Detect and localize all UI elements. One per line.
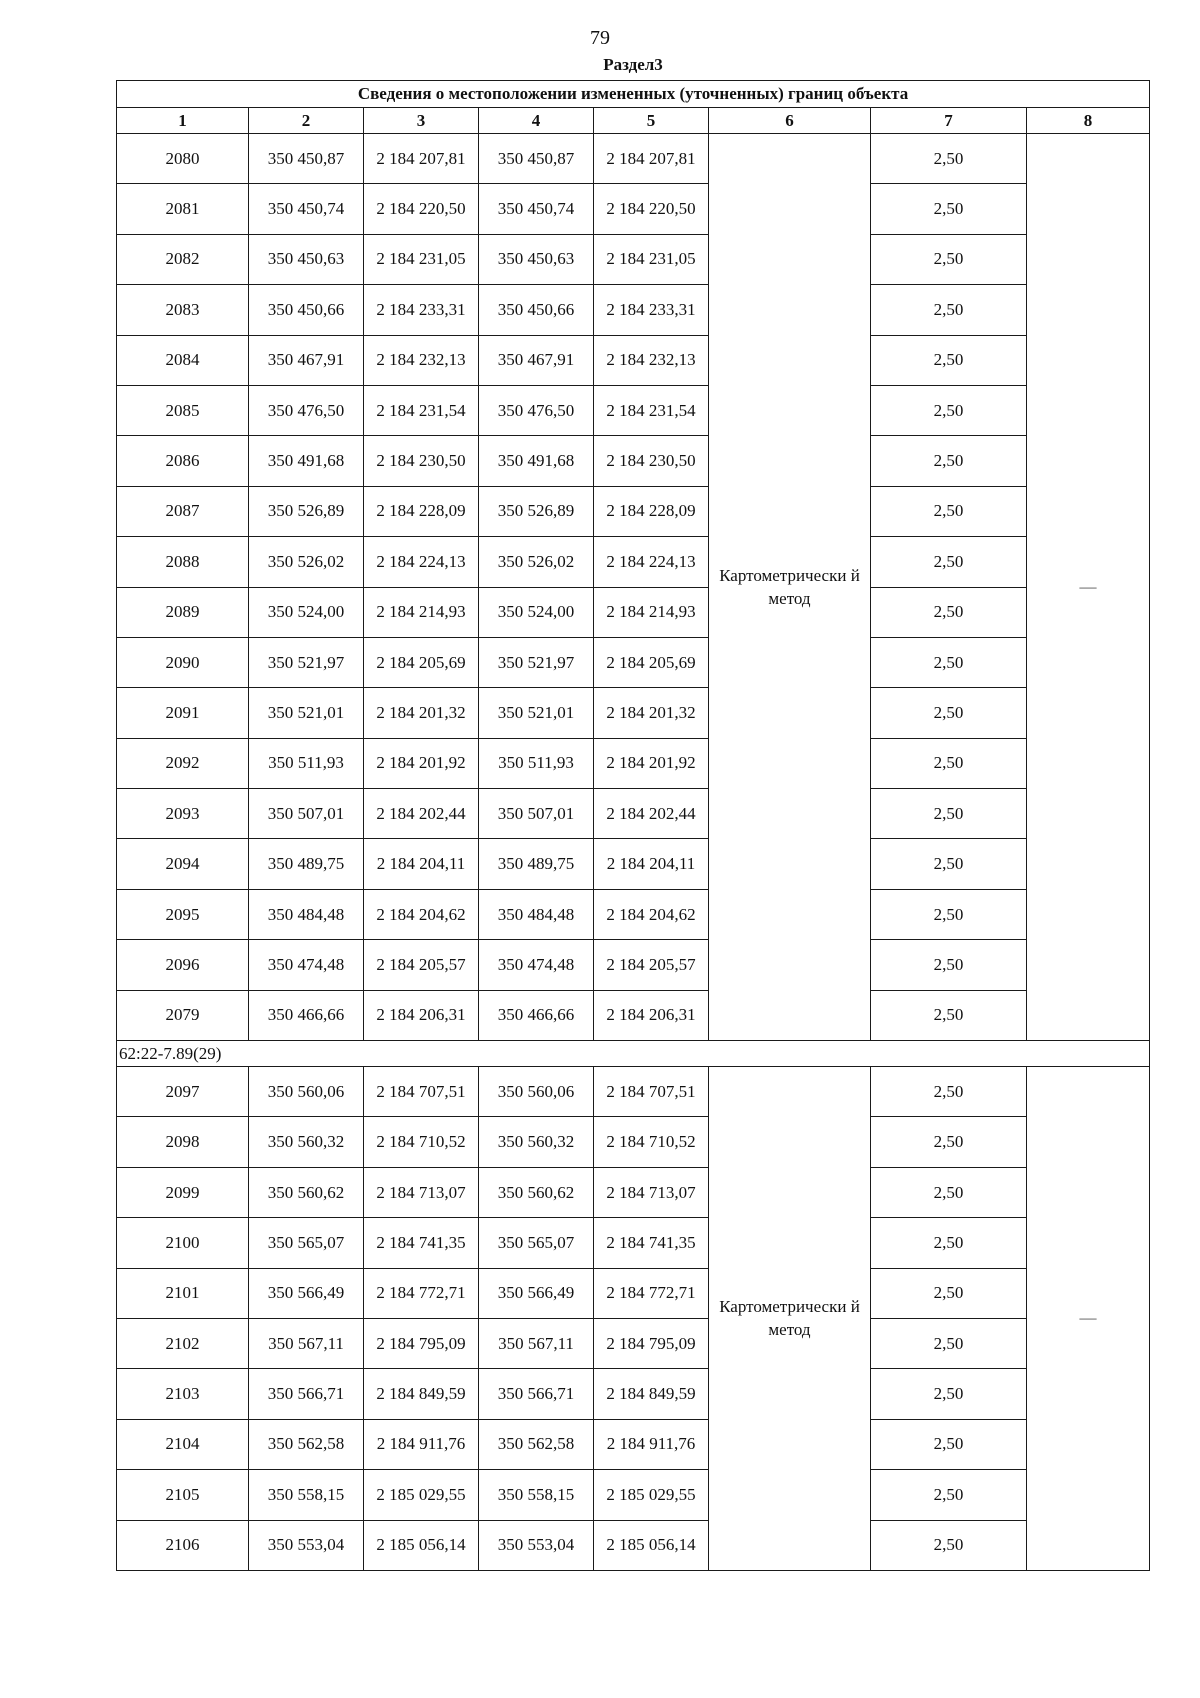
column-header-5: 5 <box>594 108 709 134</box>
cell-col-7: 2,50 <box>871 1369 1027 1419</box>
cell-col-2: 350 450,74 <box>249 184 364 234</box>
cell-col-4: 350 450,74 <box>479 184 594 234</box>
cell-col-7: 2,50 <box>871 184 1027 234</box>
table-row <box>117 537 1150 587</box>
cell-col-5: 2 184 207,81 <box>594 134 709 184</box>
cell-col-3: 2 184 710,52 <box>364 1117 479 1167</box>
cell-col-5: 2 184 795,09 <box>594 1318 709 1368</box>
cell-col-3: 2 184 228,09 <box>364 486 479 536</box>
cell-col-3: 2 184 205,57 <box>364 940 479 990</box>
cell-col-5: 2 184 214,93 <box>594 587 709 637</box>
cell-col-7: 2,50 <box>871 537 1027 587</box>
cell-col-5: 2 184 201,92 <box>594 738 709 788</box>
cell-col-4: 350 450,87 <box>479 134 594 184</box>
cell-col-1: 2092 <box>117 738 249 788</box>
cell-col-1: 2093 <box>117 789 249 839</box>
cell-col-7: 2,50 <box>871 1419 1027 1469</box>
table-row <box>117 184 1150 234</box>
column-header-7: 7 <box>871 108 1027 134</box>
cell-col-1: 2083 <box>117 285 249 335</box>
cell-col-7: 2,50 <box>871 990 1027 1040</box>
cell-col-1: 2098 <box>117 1117 249 1167</box>
cell-col-4: 350 466,66 <box>479 990 594 1040</box>
cell-col-3: 2 184 741,35 <box>364 1218 479 1268</box>
cell-col-2: 350 466,66 <box>249 990 364 1040</box>
cell-col-7: 2,50 <box>871 940 1027 990</box>
cell-col-2: 350 521,01 <box>249 688 364 738</box>
cell-col-3: 2 184 795,09 <box>364 1318 479 1368</box>
table-row <box>117 688 1150 738</box>
cell-col-7: 2,50 <box>871 1067 1027 1117</box>
group-label-row <box>117 1041 1150 1067</box>
cell-col-3: 2 184 214,93 <box>364 587 479 637</box>
cell-col-5: 2 184 233,31 <box>594 285 709 335</box>
table-row <box>117 285 1150 335</box>
cell-col-3: 2 184 204,62 <box>364 889 479 939</box>
cell-col-2: 350 491,68 <box>249 436 364 486</box>
cell-col-3: 2 184 230,50 <box>364 436 479 486</box>
cell-col-1: 2081 <box>117 184 249 234</box>
group-label: 62:22-7.89(29) <box>117 1041 1150 1067</box>
cell-col-2: 350 565,07 <box>249 1218 364 1268</box>
cell-col-3: 2 184 202,44 <box>364 789 479 839</box>
cell-col-5: 2 184 230,50 <box>594 436 709 486</box>
cell-col-3: 2 185 056,14 <box>364 1520 479 1570</box>
cell-col-3: 2 184 201,32 <box>364 688 479 738</box>
table-row <box>117 1520 1150 1570</box>
cell-col-5: 2 184 911,76 <box>594 1419 709 1469</box>
cell-col-7: 2,50 <box>871 436 1027 486</box>
cell-col-7: 2,50 <box>871 587 1027 637</box>
cell-col-7: 2,50 <box>871 1520 1027 1570</box>
table-row <box>117 486 1150 536</box>
cell-col-4: 350 511,93 <box>479 738 594 788</box>
cell-col-1: 2096 <box>117 940 249 990</box>
cell-col-2: 350 467,91 <box>249 335 364 385</box>
cell-col-3: 2 184 231,54 <box>364 385 479 435</box>
cell-col-4: 350 560,32 <box>479 1117 594 1167</box>
cell-col-3: 2 184 206,31 <box>364 990 479 1040</box>
cell-col-4: 350 521,01 <box>479 688 594 738</box>
cell-col-3: 2 184 232,13 <box>364 335 479 385</box>
cell-col-5: 2 184 228,09 <box>594 486 709 536</box>
cell-col-7: 2,50 <box>871 134 1027 184</box>
cell-col-5: 2 184 204,62 <box>594 889 709 939</box>
table-caption: Сведения о местоположении измененных (уточненных) границ объекта <box>117 81 1150 108</box>
cell-col-3: 2 184 772,71 <box>364 1268 479 1318</box>
cell-col-7: 2,50 <box>871 385 1027 435</box>
table-row <box>117 637 1150 687</box>
cell-col-5: 2 184 206,31 <box>594 990 709 1040</box>
cell-col-2: 350 450,87 <box>249 134 364 184</box>
cell-col-1: 2087 <box>117 486 249 536</box>
cell-col-2: 350 450,66 <box>249 285 364 335</box>
cell-col-1: 2086 <box>117 436 249 486</box>
cell-col-1: 2104 <box>117 1419 249 1469</box>
table-row <box>117 436 1150 486</box>
cell-col-7: 2,50 <box>871 1218 1027 1268</box>
table-row <box>117 587 1150 637</box>
cell-col-7: 2,50 <box>871 688 1027 738</box>
cell-col-7: 2,50 <box>871 335 1027 385</box>
cell-col-7: 2,50 <box>871 285 1027 335</box>
cell-col-1: 2091 <box>117 688 249 738</box>
cell-col-3: 2 184 713,07 <box>364 1167 479 1217</box>
cell-col-1: 2102 <box>117 1318 249 1368</box>
cell-col-5: 2 185 056,14 <box>594 1520 709 1570</box>
cell-col-2: 350 567,11 <box>249 1318 364 1368</box>
table-row <box>117 1419 1150 1469</box>
cell-col-5: 2 184 741,35 <box>594 1218 709 1268</box>
cell-col-5: 2 184 231,54 <box>594 385 709 435</box>
cell-col-2: 350 489,75 <box>249 839 364 889</box>
table-row <box>117 1218 1150 1268</box>
table-row <box>117 839 1150 889</box>
cell-col-1: 2094 <box>117 839 249 889</box>
cell-col-1: 2088 <box>117 537 249 587</box>
cell-col-5: 2 184 707,51 <box>594 1067 709 1117</box>
cell-col-3: 2 184 849,59 <box>364 1369 479 1419</box>
cell-col-4: 350 526,89 <box>479 486 594 536</box>
cell-col-3: 2 184 204,11 <box>364 839 479 889</box>
cell-col-3: 2 184 231,05 <box>364 234 479 284</box>
table-row <box>117 940 1150 990</box>
cell-col-5: 2 184 204,11 <box>594 839 709 889</box>
method-cell: Картометрически й метод <box>709 1067 871 1571</box>
cell-col-3: 2 184 220,50 <box>364 184 479 234</box>
cell-col-4: 350 450,63 <box>479 234 594 284</box>
cell-col-1: 2082 <box>117 234 249 284</box>
cell-col-4: 350 489,75 <box>479 839 594 889</box>
cell-col-5: 2 185 029,55 <box>594 1470 709 1520</box>
cell-col-5: 2 184 232,13 <box>594 335 709 385</box>
cell-col-3: 2 185 029,55 <box>364 1470 479 1520</box>
table-row <box>117 1067 1150 1117</box>
cell-col-1: 2105 <box>117 1470 249 1520</box>
table-row <box>117 134 1150 184</box>
cell-col-7: 2,50 <box>871 889 1027 939</box>
table-row <box>117 1268 1150 1318</box>
page-number: 79 <box>590 27 610 49</box>
cell-col-7: 2,50 <box>871 738 1027 788</box>
cell-col-5: 2 184 231,05 <box>594 234 709 284</box>
cell-col-7: 2,50 <box>871 234 1027 284</box>
cell-col-1: 2100 <box>117 1218 249 1268</box>
cell-col-2: 350 484,48 <box>249 889 364 939</box>
cell-col-1: 2089 <box>117 587 249 637</box>
cell-col-3: 2 184 224,13 <box>364 537 479 587</box>
table-row <box>117 1318 1150 1368</box>
cell-col-4: 350 566,71 <box>479 1369 594 1419</box>
cell-col-5: 2 184 849,59 <box>594 1369 709 1419</box>
table-row <box>117 889 1150 939</box>
method-cell: Картометрически й метод <box>709 134 871 1041</box>
cell-col-7: 2,50 <box>871 1470 1027 1520</box>
cell-col-1: 2090 <box>117 637 249 687</box>
cell-col-7: 2,50 <box>871 486 1027 536</box>
table-row <box>117 738 1150 788</box>
table-row <box>117 1167 1150 1217</box>
column-header-6: 6 <box>709 108 871 134</box>
cell-col-5: 2 184 772,71 <box>594 1268 709 1318</box>
cell-col-5: 2 184 205,69 <box>594 637 709 687</box>
cell-col-7: 2,50 <box>871 1117 1027 1167</box>
cell-col-4: 350 521,97 <box>479 637 594 687</box>
table-row <box>117 234 1150 284</box>
cell-col-7: 2,50 <box>871 789 1027 839</box>
cell-col-1: 2097 <box>117 1067 249 1117</box>
coordinates-table <box>116 80 1150 1571</box>
table-row <box>117 1470 1150 1520</box>
table-row <box>117 335 1150 385</box>
col8-cell: — <box>1027 134 1150 1041</box>
col8-cell: — <box>1027 1067 1150 1571</box>
column-header-1: 1 <box>117 108 249 134</box>
cell-col-4: 350 565,07 <box>479 1218 594 1268</box>
cell-col-2: 350 526,02 <box>249 537 364 587</box>
cell-col-1: 2080 <box>117 134 249 184</box>
cell-col-4: 350 467,91 <box>479 335 594 385</box>
column-header-2: 2 <box>249 108 364 134</box>
cell-col-4: 350 526,02 <box>479 537 594 587</box>
table-body <box>117 134 1150 1571</box>
cell-col-1: 2101 <box>117 1268 249 1318</box>
cell-col-2: 350 521,97 <box>249 637 364 687</box>
cell-col-3: 2 184 233,31 <box>364 285 479 335</box>
column-header-4: 4 <box>479 108 594 134</box>
cell-col-5: 2 184 202,44 <box>594 789 709 839</box>
cell-col-2: 350 524,00 <box>249 587 364 637</box>
cell-col-4: 350 474,48 <box>479 940 594 990</box>
cell-col-2: 350 558,15 <box>249 1470 364 1520</box>
cell-col-5: 2 184 201,32 <box>594 688 709 738</box>
cell-col-2: 350 553,04 <box>249 1520 364 1570</box>
cell-col-2: 350 566,71 <box>249 1369 364 1419</box>
cell-col-5: 2 184 220,50 <box>594 184 709 234</box>
cell-col-1: 2085 <box>117 385 249 435</box>
cell-col-2: 350 476,50 <box>249 385 364 435</box>
cell-col-7: 2,50 <box>871 637 1027 687</box>
cell-col-2: 350 526,89 <box>249 486 364 536</box>
cell-col-1: 2084 <box>117 335 249 385</box>
table-row <box>117 385 1150 435</box>
cell-col-1: 2099 <box>117 1167 249 1217</box>
cell-col-4: 350 484,48 <box>479 889 594 939</box>
cell-col-5: 2 184 205,57 <box>594 940 709 990</box>
cell-col-1: 2079 <box>117 990 249 1040</box>
cell-col-4: 350 566,49 <box>479 1268 594 1318</box>
cell-col-4: 350 476,50 <box>479 385 594 435</box>
column-header-8: 8 <box>1027 108 1150 134</box>
cell-col-2: 350 507,01 <box>249 789 364 839</box>
cell-col-4: 350 558,15 <box>479 1470 594 1520</box>
cell-col-4: 350 562,58 <box>479 1419 594 1469</box>
cell-col-3: 2 184 707,51 <box>364 1067 479 1117</box>
column-header-row <box>117 108 1150 134</box>
cell-col-2: 350 474,48 <box>249 940 364 990</box>
cell-col-7: 2,50 <box>871 839 1027 889</box>
cell-col-3: 2 184 207,81 <box>364 134 479 184</box>
cell-col-4: 350 450,66 <box>479 285 594 335</box>
column-header-3: 3 <box>364 108 479 134</box>
cell-col-4: 350 507,01 <box>479 789 594 839</box>
cell-col-2: 350 560,62 <box>249 1167 364 1217</box>
cell-col-3: 2 184 911,76 <box>364 1419 479 1469</box>
cell-col-7: 2,50 <box>871 1268 1027 1318</box>
table-row <box>117 1117 1150 1167</box>
cell-col-4: 350 567,11 <box>479 1318 594 1368</box>
cell-col-2: 350 560,32 <box>249 1117 364 1167</box>
table-row <box>117 789 1150 839</box>
cell-col-5: 2 184 224,13 <box>594 537 709 587</box>
cell-col-4: 350 560,62 <box>479 1167 594 1217</box>
table-row <box>117 1369 1150 1419</box>
cell-col-1: 2095 <box>117 889 249 939</box>
cell-col-3: 2 184 205,69 <box>364 637 479 687</box>
cell-col-2: 350 450,63 <box>249 234 364 284</box>
cell-col-5: 2 184 710,52 <box>594 1117 709 1167</box>
cell-col-4: 350 524,00 <box>479 587 594 637</box>
cell-col-7: 2,50 <box>871 1167 1027 1217</box>
cell-col-2: 350 566,49 <box>249 1268 364 1318</box>
cell-col-3: 2 184 201,92 <box>364 738 479 788</box>
cell-col-7: 2,50 <box>871 1318 1027 1368</box>
cell-col-4: 350 491,68 <box>479 436 594 486</box>
cell-col-4: 350 553,04 <box>479 1520 594 1570</box>
cell-col-2: 350 511,93 <box>249 738 364 788</box>
section-title: Раздел3 <box>603 55 663 74</box>
cell-col-4: 350 560,06 <box>479 1067 594 1117</box>
cell-col-5: 2 184 713,07 <box>594 1167 709 1217</box>
cell-col-2: 350 562,58 <box>249 1419 364 1469</box>
cell-col-2: 350 560,06 <box>249 1067 364 1117</box>
cell-col-1: 2103 <box>117 1369 249 1419</box>
table-row <box>117 990 1150 1040</box>
cell-col-1: 2106 <box>117 1520 249 1570</box>
